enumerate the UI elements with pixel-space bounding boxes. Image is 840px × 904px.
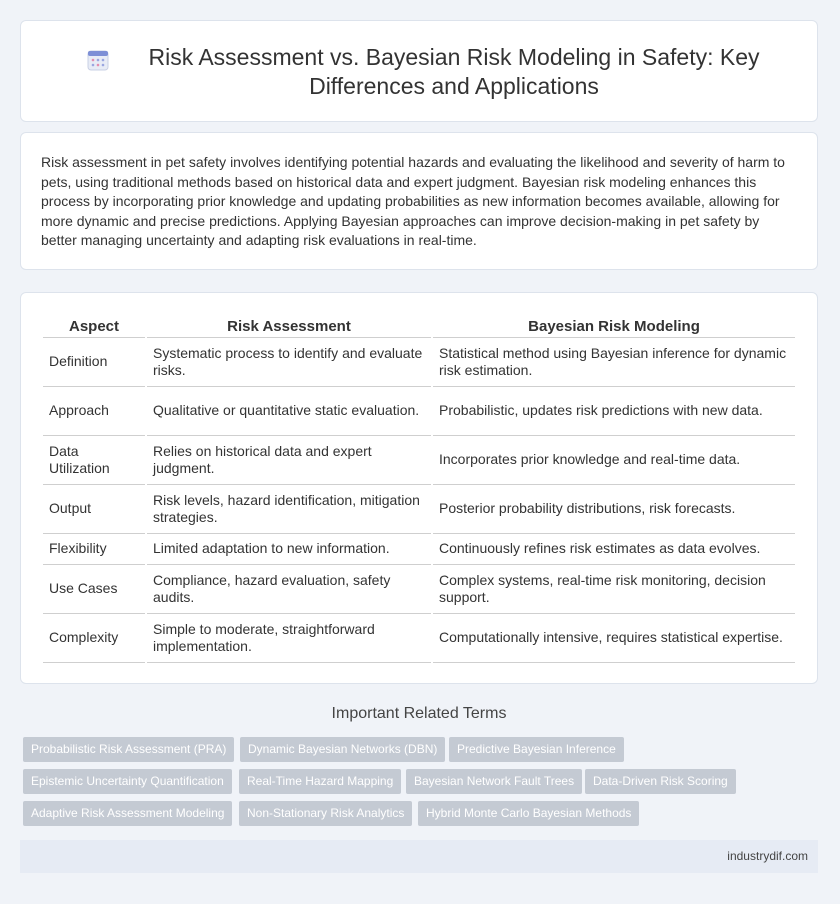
aspect-cell: Use Cases: [43, 565, 145, 614]
related-term-tag[interactable]: Non-Stationary Risk Analytics: [239, 801, 412, 826]
page-title: Risk Assessment vs. Bayesian Risk Modeling in Safety: Key Differences and Applications: [148, 44, 760, 99]
table-row: [43, 534, 795, 565]
table-row: [43, 485, 795, 534]
comparison-card: [20, 292, 818, 684]
aspect-cell: Definition: [43, 338, 145, 387]
bayesian-cell: Computationally intensive, requires statistical expertise.: [433, 614, 795, 663]
footer: [20, 840, 818, 873]
related-term-tag[interactable]: Predictive Bayesian Inference: [449, 737, 624, 762]
bayesian-cell: Posterior probability distributions, risk forecasts.: [433, 485, 795, 534]
related-term-tag[interactable]: Probabilistic Risk Assessment (PRA): [23, 737, 234, 762]
table-row: [43, 338, 795, 387]
intro-card: [20, 132, 818, 270]
related-term-tag[interactable]: Dynamic Bayesian Networks (DBN): [240, 737, 445, 762]
bayesian-cell: Incorporates prior knowledge and real-time data.: [433, 436, 795, 485]
risk-assessment-cell: Relies on historical data and expert judgment.: [147, 436, 431, 485]
table-row: [43, 436, 795, 485]
related-term-tag[interactable]: Hybrid Monte Carlo Bayesian Methods: [418, 801, 639, 826]
risk-assessment-cell: Limited adaptation to new information.: [147, 534, 431, 565]
intro-paragraph: Risk assessment in pet safety involves identifying potential hazards and evaluating the likelihood and severity of harm to pets, using traditional methods based on historical data and expert judgment. Bayesian risk modeling enhances this process by incorporating prior knowledge and updating probabilities as new information becomes available, allowing for more dynamic and precise predictions. Applying Bayesian approaches can improve decision-making in pet safety by better managing uncertainty and adapting risk evaluations in real-time.: [41, 154, 785, 248]
related-term-tag[interactable]: Adaptive Risk Assessment Modeling: [23, 801, 232, 826]
bayesian-cell: Statistical method using Bayesian inference for dynamic risk estimation.: [433, 338, 795, 387]
related-term-tag[interactable]: Data-Driven Risk Scoring: [585, 769, 736, 794]
related-term-tag[interactable]: Real-Time Hazard Mapping: [239, 769, 401, 794]
aspect-cell: Complexity: [43, 614, 145, 663]
aspect-cell: Output: [43, 485, 145, 534]
related-term-tag[interactable]: Epistemic Uncertainty Quantification: [23, 769, 232, 794]
aspect-cell: Data Utilization: [43, 436, 145, 485]
risk-assessment-cell: Compliance, hazard evaluation, safety audits.: [147, 565, 431, 614]
risk-assessment-cell: Simple to moderate, straightforward implementation.: [147, 614, 431, 663]
title-card: [20, 20, 818, 122]
bayesian-cell: Probabilistic, updates risk predictions with new data.: [433, 387, 795, 436]
header-bayesian-risk-modeling: Bayesian Risk Modeling: [433, 315, 795, 338]
calendar-icon: [87, 49, 109, 71]
related-term-tag[interactable]: Bayesian Network Fault Trees: [406, 769, 582, 794]
related-terms-title: Important Related Terms: [331, 705, 507, 722]
bayesian-cell: Continuously refines risk estimates as data evolves.: [433, 534, 795, 565]
header-risk-assessment: Risk Assessment: [147, 315, 431, 338]
table-row: [43, 614, 795, 663]
risk-assessment-cell: Risk levels, hazard identification, mitigation strategies.: [147, 485, 431, 534]
risk-assessment-cell: Qualitative or quantitative static evaluation.: [147, 387, 431, 436]
comparison-table: [41, 315, 797, 663]
bayesian-cell: Complex systems, real-time risk monitoring, decision support.: [433, 565, 795, 614]
footer-site-link[interactable]: industrydif.com: [727, 849, 808, 863]
risk-assessment-cell: Systematic process to identify and evaluate risks.: [147, 338, 431, 387]
table-row: [43, 565, 795, 614]
aspect-cell: Flexibility: [43, 534, 145, 565]
table-row: [43, 387, 795, 436]
aspect-cell: Approach: [43, 387, 145, 436]
header-aspect: Aspect: [43, 315, 145, 338]
table-header-row: [43, 315, 795, 338]
